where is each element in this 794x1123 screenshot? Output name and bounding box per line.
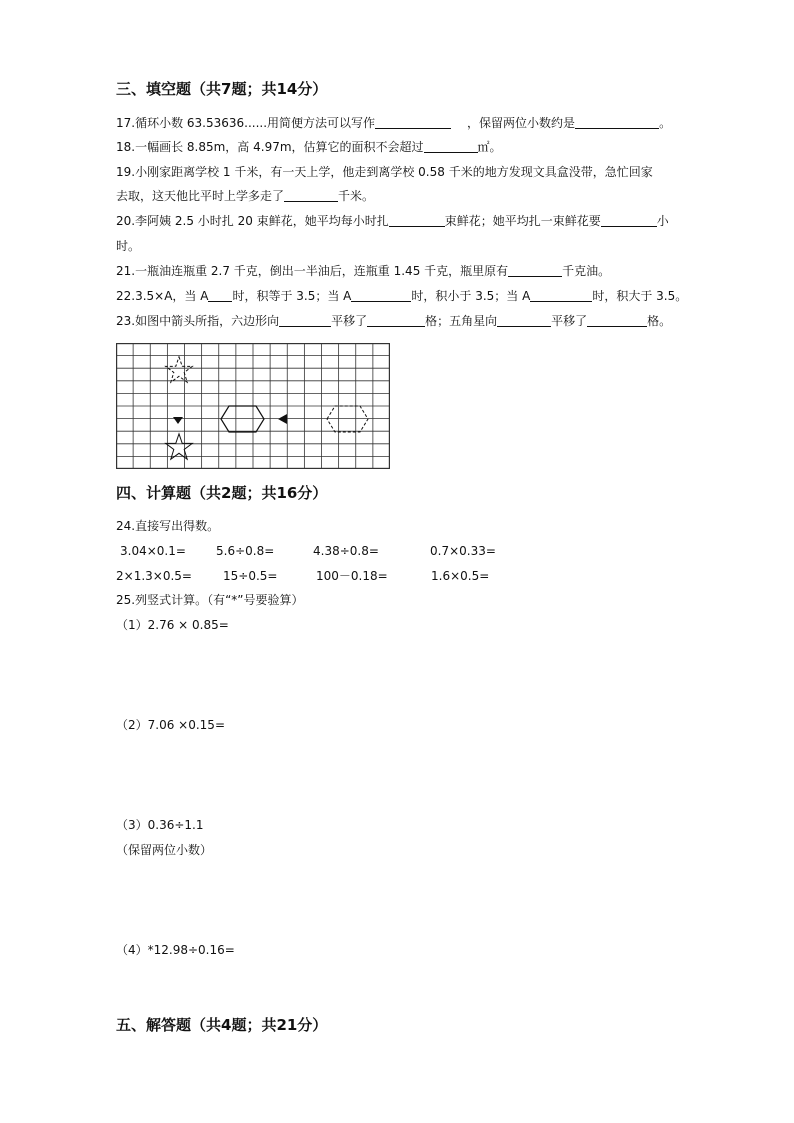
answer-blank[interactable] xyxy=(375,116,451,129)
question-18 xyxy=(116,139,502,155)
question-25-part-4: （4）*12.98÷0.16= xyxy=(116,943,235,957)
answer-blank[interactable] xyxy=(208,289,232,302)
answer-blank[interactable] xyxy=(284,189,338,202)
question-20 xyxy=(116,213,669,229)
arrow-left-icon xyxy=(278,414,287,424)
star-original-dashed xyxy=(166,357,193,382)
question-17-text-b: ，保留两位小数约是 xyxy=(467,116,576,130)
question-17 xyxy=(116,115,671,131)
calc-item: 5.6÷0.8= xyxy=(216,544,275,558)
calc-item: 3.04×0.1= xyxy=(120,544,186,558)
question-19-text-a: 去取，这天他比平时上学多走了 xyxy=(116,189,285,203)
calc-item: 4.38÷0.8= xyxy=(313,544,379,558)
answer-blank[interactable] xyxy=(424,140,478,153)
question-22 xyxy=(116,288,687,304)
question-25-part-3-note: （保留两位小数） xyxy=(116,843,213,857)
question-23-text-d: 平移了 xyxy=(551,314,588,328)
question-25-part-3: （3）0.36÷1.1 xyxy=(116,818,204,832)
answer-blank[interactable] xyxy=(508,264,562,277)
question-23-text-a: 23.如图中箭头所指，六边形向 xyxy=(116,314,280,328)
question-17-text-a: 17.循环小数 63.53636......用简便方法可以写作 xyxy=(116,116,376,130)
question-17-text-c: 。 xyxy=(659,116,672,130)
answer-blank[interactable] xyxy=(587,314,647,327)
question-20-text-c: 小 xyxy=(656,214,669,228)
calc-item: 100－0.18= xyxy=(316,569,388,583)
question-20-text-b: 束鲜花；她平均扎一束鲜花要 xyxy=(444,214,601,228)
section-heading-calculation: 四、计算题（共2题；共16分） xyxy=(116,484,328,502)
question-20-line-2: 时。 xyxy=(116,239,141,253)
calc-item: 1.6×0.5= xyxy=(431,569,490,583)
question-25-part-2: （2）7.06 ×0.15= xyxy=(116,718,225,732)
answer-blank[interactable] xyxy=(601,214,657,227)
answer-blank[interactable] xyxy=(367,314,425,327)
question-21-text-a: 21.一瓶油连瓶重 2.7 千克，倒出一半油后，连瓶重 1.45 千克，瓶里原有 xyxy=(116,264,509,278)
question-23-text-e: 格。 xyxy=(647,314,672,328)
question-19-line-1: 19.小刚家距离学校 1 千米，有一天上学，他走到离学校 0.58 千米的地方发现文具盒没带，急忙回家 xyxy=(116,165,653,179)
question-21 xyxy=(116,263,610,279)
question-22-text-a: 22.3.5×A，当 A xyxy=(116,289,209,303)
question-18-text-b: ㎡。 xyxy=(477,140,502,154)
question-22-text-c: 时，积小于 3.5；当 A xyxy=(411,289,531,303)
question-23 xyxy=(116,313,671,329)
question-23-text-c: 格；五角星向 xyxy=(425,314,498,328)
calc-item: 0.7×0.33= xyxy=(430,544,496,558)
question-20-text-a: 20.李阿姨 2.5 小时扎 20 束鲜花，她平均每小时扎 xyxy=(116,214,389,228)
answer-blank[interactable] xyxy=(279,314,331,327)
question-21-text-b: 千克油。 xyxy=(562,264,611,278)
answer-blank[interactable] xyxy=(530,289,592,302)
calc-item: 2×1.3×0.5= xyxy=(116,569,192,583)
section-heading-fill-in: 三、填空题（共7题；共14分） xyxy=(116,80,328,98)
answer-blank[interactable] xyxy=(389,214,445,227)
answer-blank[interactable] xyxy=(497,314,551,327)
question-19-line-2 xyxy=(116,188,374,204)
translation-grid-figure xyxy=(116,343,390,469)
calc-item: 15÷0.5= xyxy=(223,569,278,583)
answer-blank[interactable] xyxy=(351,289,411,302)
star-moved-solid xyxy=(166,434,193,459)
question-22-text-b: 时，积等于 3.5；当 A xyxy=(232,289,352,303)
answer-blank[interactable] xyxy=(575,116,659,129)
question-23-text-b: 平移了 xyxy=(331,314,368,328)
section-heading-word-problems: 五、解答题（共4题；共21分） xyxy=(116,1016,328,1034)
arrow-down-icon xyxy=(173,417,183,424)
question-19-text-b: 千米。 xyxy=(338,189,375,203)
question-25-title: 25.列竖式计算。（有“*”号要验算） xyxy=(116,593,304,607)
question-18-text-a: 18.一幅画长 8.85m，高 4.97m，估算它的面积不会超过 xyxy=(116,140,424,154)
question-25-part-1: （1）2.76 × 0.85= xyxy=(116,618,229,632)
question-24-title: 24.直接写出得数。 xyxy=(116,519,220,533)
question-22-text-d: 时，积大于 3.5。 xyxy=(592,289,688,303)
